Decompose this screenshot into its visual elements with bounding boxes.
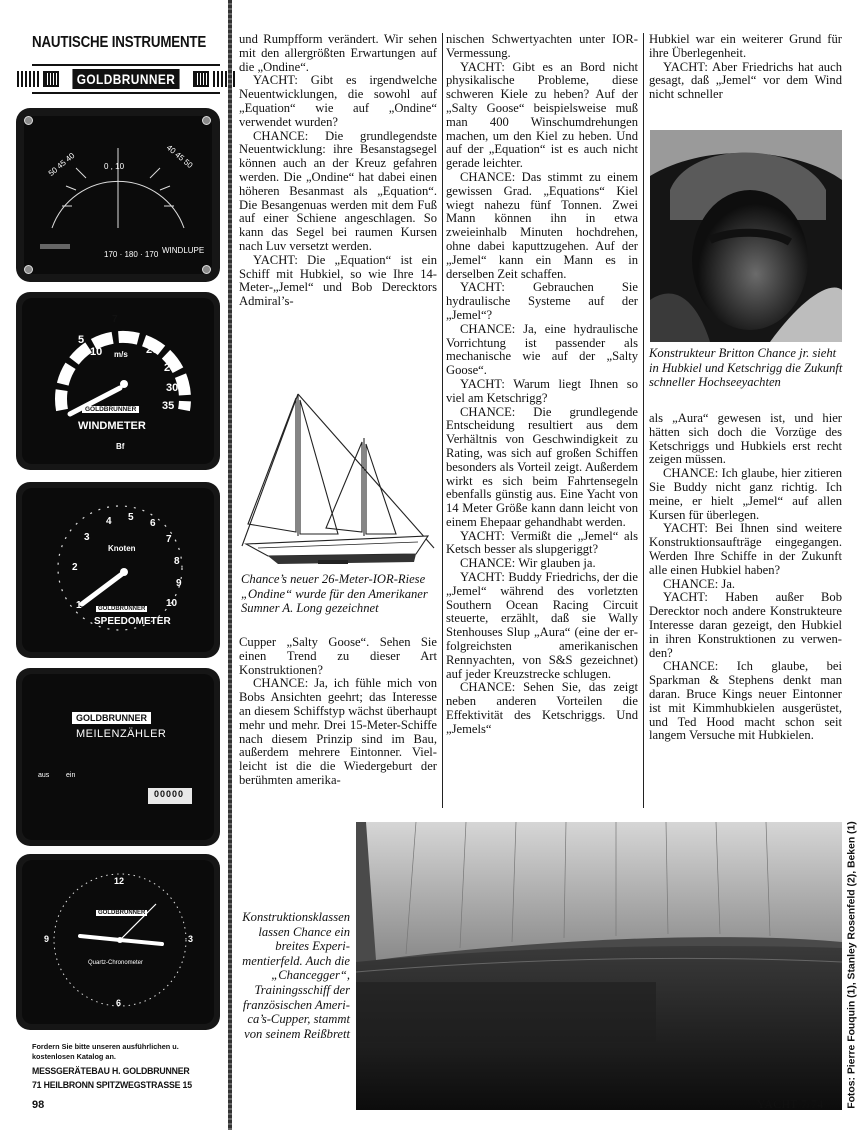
paragraph: als „Aura“ gewesen ist, und hier hätten sich doch die Vorzüge des Ketschriggs und Hubkiels erst recht zeigen müssen. [649, 411, 842, 467]
chronometer-instrument [16, 854, 220, 1030]
speed-tick: 6 [150, 518, 156, 529]
windmeter-tick: 30 [166, 382, 179, 394]
article-column-3-bottom [649, 412, 842, 743]
paragraph: YACHT: Gibt es irgendwelche Neuentwicklungen, die sowohl auf „Equation“ wie auf „Ondine“ verwendet wurden? [239, 73, 437, 129]
speed-tick: 7 [166, 534, 172, 545]
speed-tick: 3 [84, 532, 90, 543]
paragraph: CHANCE: Ja, ich fühle mich von Bobs Ansichten geehrt; das Interesse an diesem Schiffstyp wächst überhaupt mehr und mehr. Drei 15-Meter-Schiffe nach diesem Prinzip sind im Bau, außerdem mehrere Eintonner. Vielleicht ist die die Wiedergeburt der berühmten amerika- [239, 676, 437, 787]
ad-title: NAUTISCHE INSTRUMENTE [32, 34, 207, 51]
speed-tick: 10 [166, 598, 178, 609]
speed-tick: 4 [106, 516, 112, 527]
paragraph: Cupper „Salty Goose“. Sehen Sie einen Trend zu dieser Art Konstruktionen? [239, 635, 437, 677]
screw-icon [202, 116, 211, 125]
windmeter-unit: m/s [114, 350, 128, 359]
windmeter-tick: 35 [162, 400, 175, 412]
article-column-3-top [649, 33, 842, 102]
paragraph: YACHT: Warum liegt Ihnen so viel am Ketschrigg? [446, 376, 638, 405]
windmeter-tick: 15 [122, 332, 135, 344]
paragraph: CHANCE: Wir glauben ja. [460, 556, 596, 571]
paragraph: CHANCE: Ich glaube, hier zitieren Sie Buddy nicht ganz richtig. Ich meine, er hielt „Jemel“ auf allen Kursen für überlegen. [649, 466, 842, 522]
chronometer-label: Quartz-Chronometer [88, 960, 144, 966]
speed-tick: 1 [76, 600, 82, 611]
speedometer-brand-badge: GOLDBRUNNER [98, 606, 146, 612]
sailboat-drawing [238, 386, 438, 572]
windmeter-label: WINDMETER [78, 420, 146, 432]
paragraph: YACHT: Aber Friedrichs hat auch gesagt, daß „Jemel“ vor dem Wind nicht schneller [649, 59, 842, 102]
windmeter-tick: 5 [78, 334, 85, 346]
article-column-1-bottom [239, 636, 437, 788]
windlupe-label: WINDLUPE [162, 246, 205, 255]
page-number: 98 [32, 1099, 45, 1111]
windmeter-tick: 25 [164, 362, 177, 374]
windlupe-instrument [16, 108, 220, 282]
chronometer-brand-badge: GOLDBRUNNER [98, 910, 146, 916]
meilenzaehler-brand-badge: GOLDBRUNNER [72, 712, 151, 724]
speed-tick: 8 [174, 556, 180, 567]
paragraph: YACHT: Die „Equation“ ist ein Schiff mit Hubkiel, so wie Ihre 14-Meter-„Jemel“ und Bob Derecktors Admiral’s- [239, 252, 437, 309]
speed-tick: 2 [72, 562, 78, 573]
column-rule [442, 33, 443, 808]
photo-credit-text: Fotos: Pierre Fouquin (1), Stanley Rosenfeld (2), Beken (1) [846, 821, 858, 1109]
paragraph: CHANCE: Ja. [663, 576, 736, 591]
paragraph: nischen Schwertyachten unter IOR-Vermessung. [446, 32, 638, 60]
paragraph: YACHT: Gibt es an Bord nicht physikalische Probleme, diese schweren Kiele zu heben? Auf der „Salty Goose“ beispielsweise muß man 400 Winschumdrehungen machen, um den Kiel zu heben. Und auf der „Equation“ ist es auch nicht gerade leichter. [446, 59, 638, 171]
windmeter-unit-bf: Bf [116, 442, 125, 451]
screw-icon [202, 265, 211, 274]
paragraph: CHANCE: Sehen Sie, das zeigt neben anderen Vorteilen die Effektivität des Ketschriggs. Und „Jemels“ [446, 680, 638, 736]
paragraph: CHANCE: Ja, eine hydraulische Vorrichtung ist passender als mechanische wie auf der „Salty Goose“. [446, 321, 638, 378]
screw-icon [24, 116, 33, 125]
speedometer-instrument [16, 482, 220, 658]
chrono-hour: 6 [116, 998, 122, 1008]
switch-off-label: aus [38, 772, 50, 779]
paragraph: Hubkiel war ein weiterer Grund für ihre Überlegenheit. [649, 32, 842, 60]
grille-box-icon [43, 71, 59, 87]
switch-on-label: ein [66, 772, 76, 779]
column-divider [228, 0, 232, 1130]
screw-icon [24, 265, 33, 274]
meilenzaehler-label: MEILENZÄHLER [76, 728, 167, 740]
grille-box-icon [193, 71, 209, 87]
ad-company: MESSGERÄTEBAU H. GOLDBRUNNER [32, 1066, 190, 1077]
windlupe-center-ticks: 0 , 10 [104, 162, 125, 171]
advertisement [0, 0, 230, 1130]
paragraph: und Rumpfform verändert. Wir sehen mit den allergrößten Erwartungen auf die „Ondine“. [239, 32, 437, 74]
photo-caption: Konstruktionsklassen lassen Chance ein breites Experimentierfeld. Auch die „Chancegger“, Trainingsschiff der französischen America’s-Cupper, stammt von seinem Reißbrett [242, 910, 350, 1041]
grille-ornament-icon [17, 71, 39, 87]
windmeter-bf-tick: 7 [112, 314, 118, 325]
paragraph: CHANCE: Die grundlegende Entscheidung resultiert aus dem Verhältnis von Geschwindigkeit zu Rating, was sich auf großen Schiffen besonders als Vorteil zeigt. Außerdem wirkt es sich beim Fahrtensegeln ebenfalls günstig aus. Eine Yacht von 14 Meter Größe kann dann leicht von einem Ehepaar gehandhabt werden. [446, 404, 638, 529]
windlupe-scale-right: 40 45 50 [164, 143, 195, 170]
article-column-1-top [239, 33, 437, 309]
windlupe-bottom-scale: 170 · 180 · 170 [104, 250, 159, 259]
mile-counter: 00000 [154, 789, 185, 799]
ad-address: 71 HEILBRONN SPITZWEGSTRASSE 15 [32, 1080, 192, 1091]
journal-issue: YACHT 7/74 [757, 1099, 824, 1111]
windmeter-tick: 10 [90, 346, 103, 358]
sailing-photo [356, 822, 842, 1110]
speedometer-label: SPEEDOMETER [94, 616, 171, 627]
windlupe-scale-left: 50 45 40 [46, 151, 77, 178]
brand-banner [32, 64, 220, 94]
meilenzaehler-panel [16, 668, 220, 846]
chrono-hour: 9 [44, 934, 50, 944]
meilenzaehler-instrument [16, 668, 220, 846]
paragraph: YACHT: Bei Ihnen sind weitere Konstruktionsaufträge eingegangen. Werden Ihre Schiffe in der Zukunft alle einen Hubkiel haben? [649, 521, 842, 577]
chrono-hour: 12 [114, 876, 125, 886]
paragraph: CHANCE: Die grundlegendste Neuentwicklung: ihre Besanstagsegel können auch an der Kreuz gefahren werden. Die „Ondine“ hat dabei einen höheren Besanmast als „Equation“. Die Besangenuas werden mit dem Fuß auf einer Schiene angeschlagen. So kann das Segel bei raumen Kursen nach Luv versetzt werden. [239, 128, 437, 253]
paragraph: YACHT: Gebrauchen Sie hydraulische Systeme auf der „Jemel“? [446, 280, 638, 322]
boat-caption: Chance’s neuer 26-Meter-IOR-Riese „Ondine“ wurde für den Amerikaner Sumner A. Long gezeichnet [241, 572, 428, 616]
paragraph: YACHT: Haben außer Bob Derecktor noch andere Konstrukteure Interesse daran gezeigt, den Hubkiel in ihren Konstruktionen zu verwenden? [649, 590, 842, 660]
windmeter-brand-badge: GOLDBRUNNER [82, 406, 139, 413]
chrono-hour: 3 [188, 934, 194, 944]
windmeter-instrument [16, 292, 220, 470]
ad-footer-line1: Fordern Sie bitte unseren ausführlichen u. [32, 1042, 179, 1051]
speedometer-dial [16, 482, 220, 658]
photo-credit [843, 818, 861, 1112]
ad-footer-line2: kostenlosen Katalog an. [32, 1052, 116, 1061]
paragraph: CHANCE: Das stimmt zu einem gewissen Grad. „Equations“ Kiel wiegt nahezu fünf Tonnen. Zwei Mann können ihn in etwa zweieinhalb Minuten hochdrehen, ohne dabei kaputtzugehen. Auf der „Jemel“ kann ein Mann es in derselben Zeit schaffen. [446, 169, 638, 281]
portrait-photo [650, 130, 842, 342]
paragraph: CHANCE: Ich glaube, bei Sparkman & Stephens denkt man daran. Bruce Kings neuer Eintonner ist mit Kimmhubkielen ausgerüstet, und Ted Hood macht schon seit langem Versuche mit Hubkielen. [649, 659, 842, 743]
paragraph: YACHT: Buddy Friedrichs, der die „Jemel“ während des vorletzten Southern Ocean Racing Circuit steuerte, erzählt, daß sie Wally Stenhouses Slup „Aura“ (eine der erfolgreichsten amerikanischen Rennyachten, von S&S gezeichnet) auf jeder Kreuzstrecke schlugen. [446, 570, 638, 681]
windmeter-tick: 20 [146, 344, 159, 356]
portrait-caption: Konstrukteur Britton Chance jr. sieht in Hubkiel und Ketschrigg die Zukunft schneller Hochseeyachten [649, 346, 843, 390]
brand-logo: GOLDBRUNNER [72, 69, 179, 89]
column-rule [643, 33, 644, 808]
paragraph: YACHT: Vermißt die „Jemel“ als Ketsch besser als slupgeriggt? [446, 528, 638, 557]
speedometer-unit: Knoten [108, 544, 136, 553]
article-column-2 [446, 33, 638, 737]
speed-tick: 5 [128, 512, 134, 523]
speed-tick: 9 [176, 578, 182, 589]
